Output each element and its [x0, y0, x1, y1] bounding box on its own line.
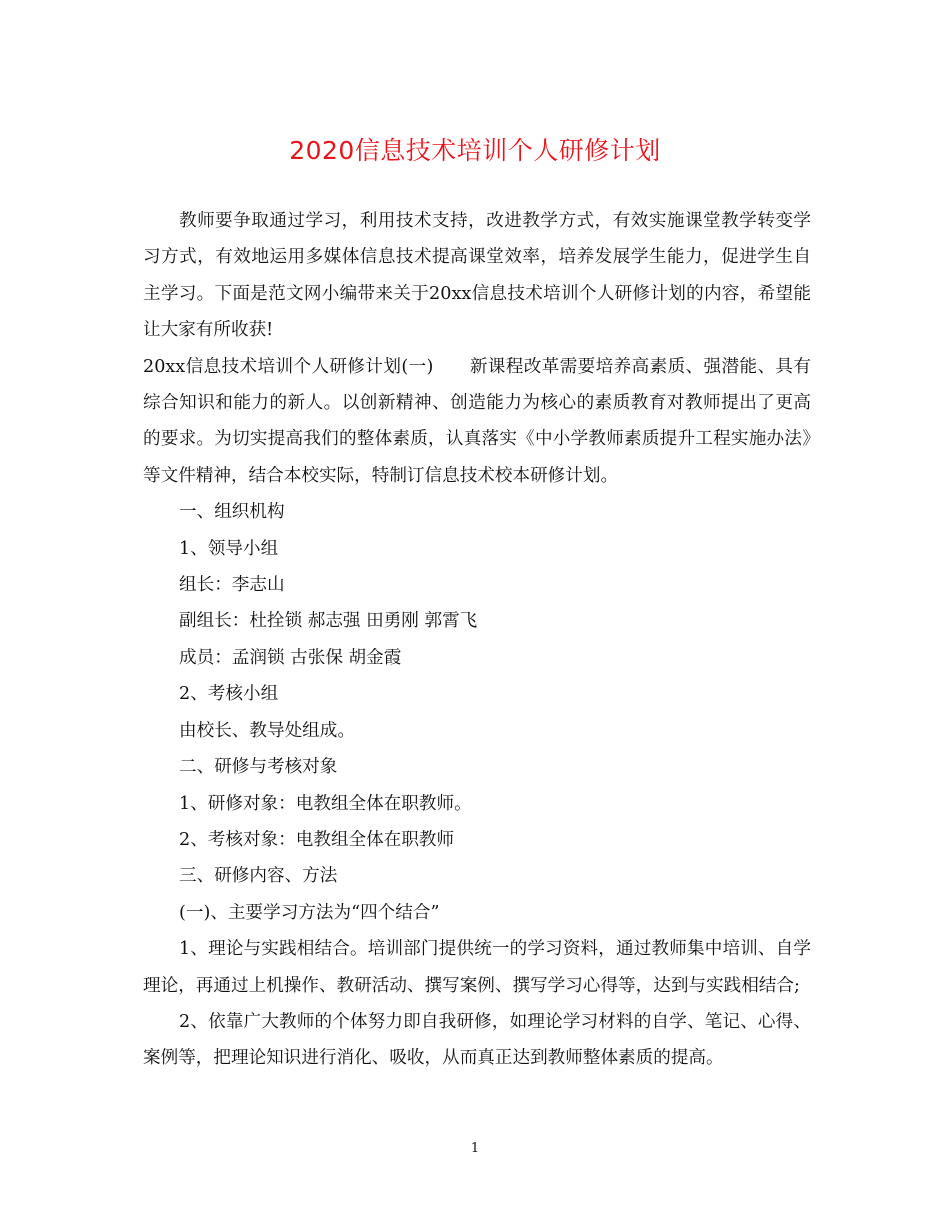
subheading-leadership-group: 1、领导小组: [179, 538, 279, 559]
members-line: 成员：孟润锁 古张保 胡金霞: [179, 647, 402, 668]
assessment-group-composition: 由校长、教导处组成。: [179, 720, 355, 741]
method-paragraph-1: 1、理论与实践相结合。培训部门提供统一的学习资料，通过教师集中培训、自学理论，再通过上机操作、教研活动、撰写案例、撰写学习心得等，达到与实践相结合;: [143, 939, 811, 996]
subheading-assessment-group: 2、考核小组: [179, 684, 279, 705]
deputy-leaders-line: 副组长：杜拴锁 郝志强 田勇刚 郭霄飞: [179, 611, 478, 632]
group-leader-line: 组长：李志山: [179, 575, 285, 596]
document-body: [143, 203, 811, 1077]
method-paragraph-2: 2、依靠广大教师的个体努力即自我研修，如理论学习材料的自学、笔记、心得、案例等，把理论知识进行消化、吸收，从而真正达到教师整体素质的提高。: [143, 1011, 811, 1069]
heading-study-objects: 二、研修与考核对象: [179, 757, 338, 778]
assessment-object-line: 2、考核对象：电教组全体在职教师: [179, 829, 455, 850]
section-paragraph: [143, 349, 811, 495]
study-object-line: 1、研修对象：电教组全体在职教师。: [179, 793, 472, 814]
section-body-text: 新课程改革需要培养高素质、强潜能、具有综合知识和能力的新人。以创新精神、创造能力为核心的素质教育对教师提出了更高的要求。为切实提高我们的整体素质，认真落实《中小学教师素质提升工程实施办法》等文件精神，结合本校实际，特制订信息技术校本研修计划。: [143, 356, 811, 486]
document-title: 2020信息技术培训个人研修计划: [289, 136, 661, 165]
subheading-four-combinations: (一)、主要学习方法为“四个结合”: [179, 902, 440, 923]
section-heading: 20xx信息技术培训个人研修计划(一): [143, 356, 434, 377]
intro-paragraph: 教师要争取通过学习，利用技术支持，改进教学方式，有效实施课堂教学转变学习方式，有效地运用多媒体信息技术提高课堂效率，培养发展学生能力，促进学生自主学习。下面是范文网小编带来关于20xx信息技术培训个人研修计划的内容，希望能让大家有所收获!: [143, 211, 811, 341]
page-number: 1: [470, 1141, 480, 1156]
heading-content-methods: 三、研修内容、方法: [179, 866, 338, 887]
heading-organization: 一、组织机构: [179, 502, 285, 523]
